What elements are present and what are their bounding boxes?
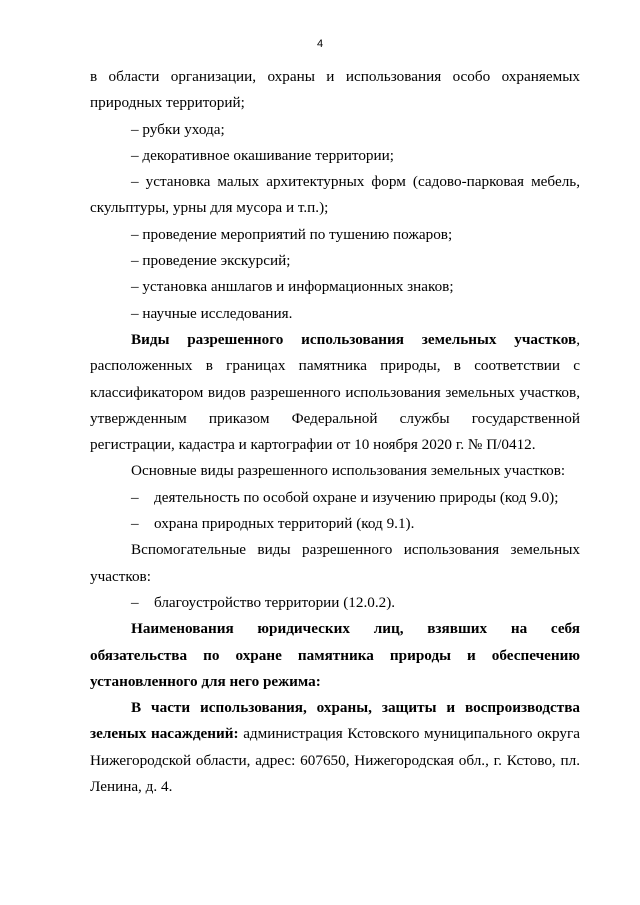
legal-entities-heading [90,616,580,695]
legal-entities-heading-text: Наименования юридических лиц, взявших на себя обязательства по охране памятника природы и обеспечению установленного для него режима: [90,620,580,690]
list-item: – проведение мероприятий по тушению пожаров; [131,225,453,243]
intro-continuation: в области организации, охраны и использования особо охраняемых природных территорий; [90,68,580,112]
dash: – [131,593,139,611]
list-item: – установка аншлагов и информационных знаков; [131,278,454,296]
dash: – [131,515,139,533]
list-item [90,590,580,616]
list-item: – рубки ухода; [131,120,225,138]
list-item: – установка малых архитектурных форм (садово-парковая мебель, скульптуры, урны для мусора и т.п.); [90,173,580,217]
main-use-item: охрана природных территорий (код 9.1). [154,515,415,533]
list-item [90,485,580,511]
main-use-item: деятельность по особой охране и изучению природы (код 9.0); [154,488,559,506]
green-spaces-bold: В части использования, охраны, защиты и воспроизводства зеленых насаждений: [90,699,580,743]
dash: – [131,488,139,506]
green-spaces-text: администрация Кстовского муниципального округа Нижегородской области, адрес: 607650, Нижегородская обл., г. Кстово, пл. Ленина, д. 4. [90,725,580,796]
document-body [90,64,580,800]
list-item: – научные исследования. [131,304,293,322]
land-use-heading: Виды разрешенного использования земельных участков [131,330,577,348]
land-use-text: , расположенных в границах памятника природы, в соответствии с классификатором видов разрешенного использования земельных участков, утвержденным приказом Федеральной службы государственной регистрации, кадастра и картографии от 10 ноября 2020 г. № П/0412. [90,330,580,454]
list-item [90,511,580,537]
list-item: – декоративное окашивание территории; [131,146,394,164]
page-number: 4 [316,38,324,50]
main-uses-title: Основные виды разрешенного использования земельных участков: [131,462,566,480]
aux-uses-title: Вспомогательные виды разрешенного использования земельных участков: [90,541,580,585]
aux-use-item: благоустройство территории (12.0.2). [154,593,396,611]
land-use-paragraph [90,327,580,458]
green-spaces-paragraph [90,695,580,800]
list-item: – проведение экскурсий; [131,252,291,270]
